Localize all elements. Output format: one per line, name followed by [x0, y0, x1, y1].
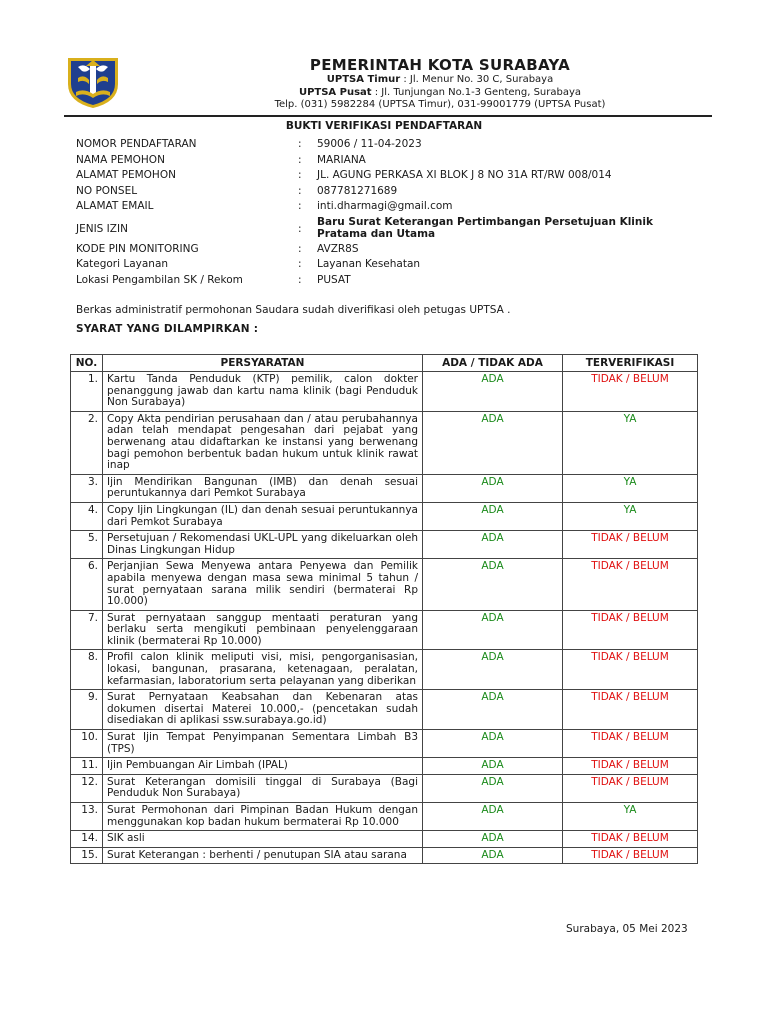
requirement-description: Persetujuan / Rekomendasi UKL-UPL yang dikeluarkan oleh Dinas Lingkungan Hidup [103, 531, 423, 559]
info-row-registration-number: NOMOR PENDAFTARAN : 59006 / 11-04-2023 [76, 138, 422, 150]
verification-status: TIDAK / BELUM [563, 831, 698, 848]
row-number: 8. [71, 650, 103, 690]
requirements-table [70, 354, 698, 864]
verification-status: TIDAK / BELUM [563, 847, 698, 864]
row-number: 14. [71, 831, 103, 848]
applicant-info [76, 138, 706, 289]
row-number: 2. [71, 411, 103, 474]
availability-status: ADA [423, 610, 563, 650]
column-header-requirement: PERSYARATAN [103, 355, 423, 372]
availability-status: ADA [423, 690, 563, 730]
verification-status: TIDAK / BELUM [563, 559, 698, 610]
verification-status: TIDAK / BELUM [563, 372, 698, 412]
info-row-applicant-address: ALAMAT PEMOHON : JL. AGUNG PERKASA XI BLOK J 8 NO 31A RT/RW 008/014 [76, 169, 612, 181]
availability-status: ADA [423, 831, 563, 848]
requirement-description: Surat Pernyataan Keabsahan dan Kebenaran atas dokumen disertai Materei 10.000,- (pencetakan sudah disediakan di aplikasi ssw.surabaya.go.id) [103, 690, 423, 730]
row-number: 12. [71, 774, 103, 802]
row-number: 5. [71, 531, 103, 559]
availability-status: ADA [423, 774, 563, 802]
row-number: 10. [71, 730, 103, 758]
table-row [71, 531, 698, 559]
row-number: 1. [71, 372, 103, 412]
table-row [71, 610, 698, 650]
requirement-description: Ijin Pembuangan Air Limbah (IPAL) [103, 758, 423, 775]
table-row [71, 847, 698, 864]
table-row [71, 650, 698, 690]
row-number: 3. [71, 474, 103, 502]
availability-status: ADA [423, 559, 563, 610]
requirement-description: Surat Ijin Tempat Penyimpanan Sementara Limbah B3 (TPS) [103, 730, 423, 758]
info-row-applicant-name: NAMA PEMOHON : MARIANA [76, 153, 366, 166]
row-number: 6. [71, 559, 103, 610]
availability-status: ADA [423, 372, 563, 412]
document-heading: BUKTI VERIFIKASI PENDAFTARAN [285, 120, 483, 132]
address-timur: UPTSA Timur : Jl. Menur No. 30 C, Surabaya [326, 74, 554, 85]
table-row [71, 831, 698, 848]
requirement-description: Profil calon klinik meliputi visi, misi, pengorganisasian, lokasi, bangunan, prasarana, ketenagaan, peralatan, kefarmasian, laboratorium serta pelayanan yang diberikan [103, 650, 423, 690]
requirement-description: Perjanjian Sewa Menyewa antara Penyewa dan Pemilik apabila menyewa dengan masa sewa minimal 5 tahun / surat pernyataan sarana milik sendiri (bermaterai Rp 10.000) [103, 559, 423, 610]
table-row [71, 559, 698, 610]
row-number: 9. [71, 690, 103, 730]
column-header-verified: TERVERIFIKASI [563, 355, 698, 372]
info-row-monitoring-pin: KODE PIN MONITORING : AVZR8S [76, 242, 359, 255]
requirement-description: Surat Permohonan dari Pimpinan Badan Hukum dengan menggunakan kop badan hukum bermaterai Rp 10.000 [103, 803, 423, 831]
signature-date: Surabaya, 05 Mei 2023 [566, 923, 688, 935]
availability-status: ADA [423, 730, 563, 758]
availability-status: ADA [423, 758, 563, 775]
government-title: PEMERINTAH KOTA SURABAYA [309, 56, 571, 74]
row-number: 13. [71, 803, 103, 831]
surabaya-emblem-icon [64, 54, 122, 110]
table-header-row [71, 355, 698, 372]
verification-status: TIDAK / BELUM [563, 690, 698, 730]
requirements-table-body [71, 372, 698, 864]
table-row [71, 758, 698, 775]
availability-status: ADA [423, 650, 563, 690]
verification-status: TIDAK / BELUM [563, 774, 698, 802]
availability-status: ADA [423, 502, 563, 530]
verification-status: YA [563, 502, 698, 530]
verification-status: YA [563, 474, 698, 502]
table-row [71, 502, 698, 530]
requirement-description: Surat Keterangan domisili tinggal di Surabaya (Bagi Penduduk Non Surabaya) [103, 774, 423, 802]
requirement-description: Kartu Tanda Penduduk (KTP) pemilik, calon dokter penanggung jawab dan kartu nama klinik (bagi Penduduk Non Surabaya) [103, 372, 423, 412]
info-row-pickup-location: Lokasi Pengambilan SK / Rekom : PUSAT [76, 273, 351, 286]
table-row [71, 372, 698, 412]
row-number: 4. [71, 502, 103, 530]
letterhead [0, 0, 768, 118]
table-row [71, 690, 698, 730]
table-row [71, 411, 698, 474]
telephone-line: Telp. (031) 5982284 (UPTSA Timur), 031-99001779 (UPTSA Pusat) [274, 98, 606, 110]
requirement-description: Surat Keterangan : berhenti / penutupan SIA atau sarana [103, 847, 423, 864]
availability-status: ADA [423, 847, 563, 864]
row-number: 15. [71, 847, 103, 864]
verification-status: YA [563, 803, 698, 831]
verification-status: YA [563, 411, 698, 474]
column-header-no: NO. [71, 355, 103, 372]
table-row [71, 730, 698, 758]
info-row-phone: NO PONSEL : 087781271689 [76, 184, 398, 197]
table-row [71, 803, 698, 831]
info-row-email: ALAMAT EMAIL : inti.dharmagi@gmail.com [76, 200, 453, 212]
table-row [71, 474, 698, 502]
requirement-description: Ijin Mendirikan Bangunan (IMB) dan denah sesuai peruntukannya dari Pemkot Surabaya [103, 474, 423, 502]
row-number: 11. [71, 758, 103, 775]
verification-status: TIDAK / BELUM [563, 531, 698, 559]
column-header-availability: ADA / TIDAK ADA [423, 355, 563, 372]
table-row [71, 774, 698, 802]
verification-status: TIDAK / BELUM [563, 758, 698, 775]
info-row-permit-type: JENIS IZIN : Baru Surat Keterangan Pertimbangan Persetujuan Klinik Pratama dan Utama [76, 215, 653, 240]
info-row-service-category: Kategori Layanan : Layanan Kesehatan [76, 258, 421, 270]
requirements-heading: SYARAT YANG DILAMPIRKAN : [76, 323, 259, 335]
verification-note: Berkas administratif permohonan Saudara sudah diverifikasi oleh petugas UPTSA . [76, 304, 511, 316]
requirement-description: SIK asli [103, 831, 423, 848]
availability-status: ADA [423, 411, 563, 474]
address-pusat: UPTSA Pusat : Jl. Tunjungan No.1-3 Genteng, Surabaya [298, 86, 582, 98]
requirement-description: Copy Akta pendirian perusahaan dan / atau perubahannya adan telah mendapat pengesahan dari pejabat yang berwenang atau didaftarkan ke instansi yang berwenang bagi pemohon berbentuk badan hukum untuk klinik rawat inap [103, 411, 423, 474]
requirement-description: Copy Ijin Lingkungan (IL) dan denah sesuai peruntukannya dari Pemkot Surabaya [103, 502, 423, 530]
availability-status: ADA [423, 474, 563, 502]
verification-status: TIDAK / BELUM [563, 730, 698, 758]
verification-status: TIDAK / BELUM [563, 650, 698, 690]
row-number: 7. [71, 610, 103, 650]
availability-status: ADA [423, 531, 563, 559]
header-divider [64, 115, 712, 117]
availability-status: ADA [423, 803, 563, 831]
verification-status: TIDAK / BELUM [563, 610, 698, 650]
requirement-description: Surat pernyataan sanggup mentaati peraturan yang berlaku serta mengikuti pembinaan penyelenggaraan klinik (bermaterai Rp 10.000) [103, 610, 423, 650]
